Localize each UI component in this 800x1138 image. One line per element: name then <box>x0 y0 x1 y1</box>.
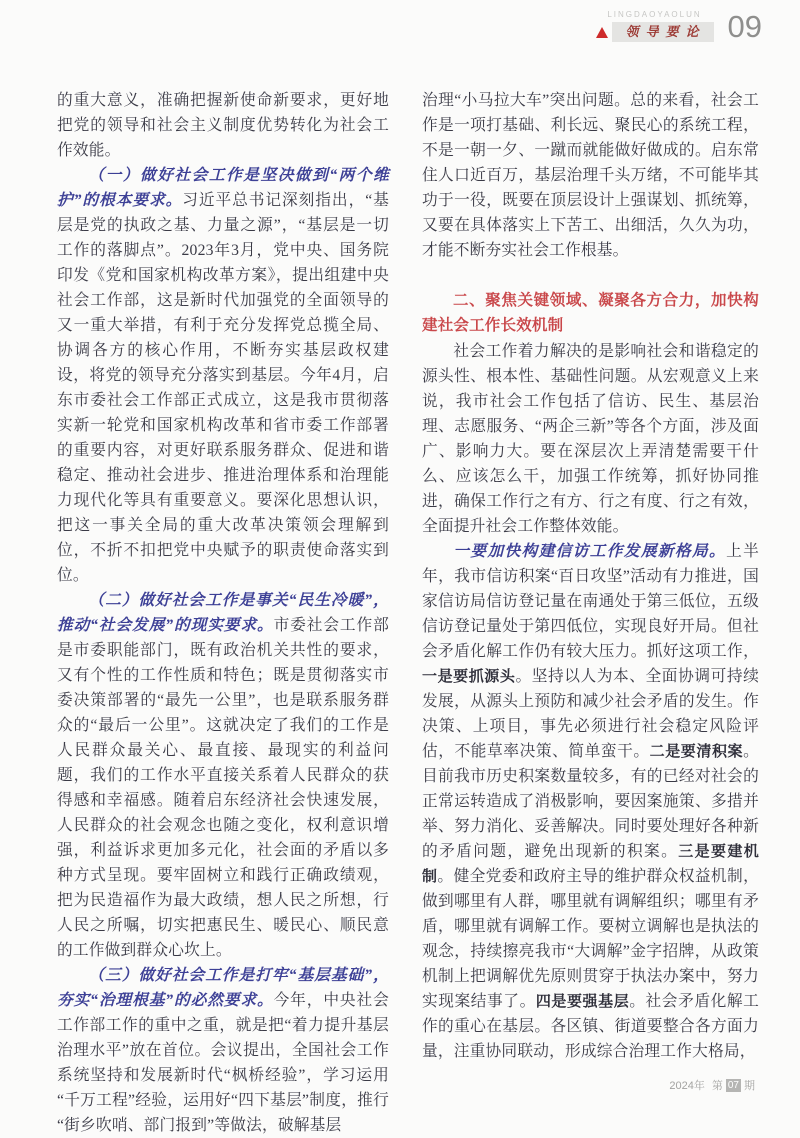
paragraph <box>57 88 389 163</box>
page-footer <box>669 1077 755 1093</box>
text-run: 二是要清积案 <box>649 743 744 760</box>
text-run: 二、聚焦关键领域、凝聚各方合力，加快构建社会工作长效机制 <box>422 292 759 334</box>
text-run: 上半年，我市信访积案“百日攻坚”活动有力推进，国家信访局信访登记量在南通处于第三低位，五级信访登记量处于第四低位，实现良好开局。但社会矛盾化解工作仍有较大压力。抓好这项工作， <box>422 543 759 660</box>
footer-issue-suffix: 期 <box>744 1080 755 1092</box>
text-run: 四是要强基层 <box>535 993 630 1010</box>
section-heading <box>422 288 759 338</box>
page-number: 09 <box>727 9 762 44</box>
paragraph <box>422 539 759 1064</box>
text-run: 一是要抓源头 <box>422 668 516 685</box>
text-run: 的重大意义，准确把握新使命新要求，更好地把党的领导和社会主义制度优势转化为社会工作效能。 <box>57 92 389 159</box>
paragraph <box>57 163 389 588</box>
text-run: 一要加快构建信访工作发展新格局。 <box>453 543 727 560</box>
masthead-pinyin: LINGDAOYAOLUN <box>607 10 702 19</box>
text-run: 习近平总书记深刻指出，“基层是党的执政之基、力量之源”，“基层是一切工作的落脚点”。2023年3月，党中央、国务院印发《党和国家机构改革方案》，提出组建中央社会工作部，这是新时代加强党的全面领导的又一重大举措，有利于充分发挥党总揽全局、协调各方的核心作用，不断夯实基层政权建设，将党的领导充分落实到基层。今年4月，启东市委社会工作部正式成立，这是我市贯彻落实新一轮党和国家机构改革和省市委工作部署的重要内容，对更好联系服务群众、促进和谐稳定、推动社会进步、推进治理体系和治理能力现代化等具有重要意义。要深化思想认识，把这一事关全局的重大改革决策领会理解到位，不折不扣把党中央赋予的职责使命落实到位。 <box>57 192 389 584</box>
paragraph <box>57 588 389 963</box>
text-run: （三）做好社会工作是打牢“基层基础”，夯实“治理根基”的必然要求。 <box>57 967 389 1009</box>
footer-year: 2024年 <box>669 1080 705 1092</box>
text-run: 三是要建机制 <box>422 843 759 885</box>
footer-issue-prefix: 第 <box>711 1080 723 1092</box>
footer-issue-number: 07 <box>727 1079 739 1091</box>
left-column <box>57 88 389 1138</box>
masthead <box>596 10 714 42</box>
text-run: 。目前我市历史积案数量较多，有的已经对社会的正常运转造成了消极影响，要因案施策、多措并举、努力消化、妥善解决。同时要处理好各种新的矛盾问题，避免出现新的积案。 <box>422 743 759 860</box>
text-run: （一）做好社会工作是坚决做到“两个维护”的根本要求。 <box>57 167 389 209</box>
paragraph <box>422 88 759 263</box>
text-run: 市委社会工作部是市委职能部门，既有政治机关共性的要求，又有个性的工作性质和特色；既是贯彻落实市委决策部署的“最先一公里”，也是联系服务群众的“最后一公里”。这就决定了我们的工作是人民群众最关心、最直接、最现实的利益问题，我们的工作水平直接关系着人民群众的获得感和幸福感。随着启东经济社会快速发展，人民群众的社会观念也随之变化，权利意识增强，利益诉求更加多元化，社会面的矛盾以多种方式呈现。要牢固树立和践行正确政绩观，把为民造福作为最大政绩，想人民之所想，行人民之所嘱，切实把惠民生、暖民心、顺民意的工作做到群众心坎上。 <box>57 617 389 959</box>
text-run: 治理“小马拉大车”突出问题。总的来看，社会工作是一项打基础、利长远、聚民心的系统工程，不是一朝一夕、一蹴而就能做好做成的。启东常住人口近百万，基层治理千头万绪，不可能毕其功于一役，既要在顶层设计上强谋划、抓统筹，又要在具体落实上下苦工、出细活，久久为功，才能不断夯实社会工作根基。 <box>422 92 759 259</box>
page-header <box>596 10 763 42</box>
text-run: 今年，中央社会工作部工作的重中之重，就是把“着力提升基层治理水平”放在首位。会议提出，全国社会工作系统坚持和发展新时代“枫桥经验”，学习运用“千万工程”经验，运用好“四下基层”制度，推行“街乡吹哨、部门报到”等做法，破解基层 <box>57 992 389 1134</box>
text-run: 社会工作着力解决的是影响社会和谐稳定的源头性、根本性、基础性问题。从宏观意义上来说，我市社会工作包括了信访、民生、基层治理、志愿服务、“两企三新”等各个方面，涉及面广、影响力大。要在深层次上弄清楚需要干什么、应该怎么干，加强工作统筹，抓好协同推进，确保工作行之有方、行之有度、行之有效，全面提升社会工作整体效能。 <box>422 343 759 535</box>
text-run: 。坚持以人为本、全面协调可持续发展，从源头上预防和减少社会矛盾的发生。作决策、上项目，事先必须进行社会稳定风险评估，不能草率决策、简单蛮干。 <box>422 668 760 760</box>
text-run: 。社会矛盾化解工作的重心在基层。各区镇、街道要整合各方面力量，注重协同联动，形成综合治理工作大格局， <box>422 993 759 1060</box>
masthead-badge-row <box>596 22 714 42</box>
text-run: 。健全党委和政府主导的维护群众权益机制，做到哪里有人群，哪里就有调解组织；哪里有矛盾，哪里就有调解工作。要树立调解也是执法的观念，持续擦亮我市“大调解”金字招牌，从政策机制上把调解优先原则贯穿于执法办案中，努力实现案结事了。 <box>422 868 760 1010</box>
text-run: （二）做好社会工作是事关“民生冷暖”，推动“社会发展”的现实要求。 <box>57 592 389 634</box>
paragraph <box>57 963 389 1138</box>
right-column <box>422 88 759 1138</box>
paragraph <box>422 339 759 539</box>
article-body <box>57 88 759 1138</box>
section-title: 领导要论 <box>612 22 714 42</box>
triangle-icon <box>596 27 608 38</box>
